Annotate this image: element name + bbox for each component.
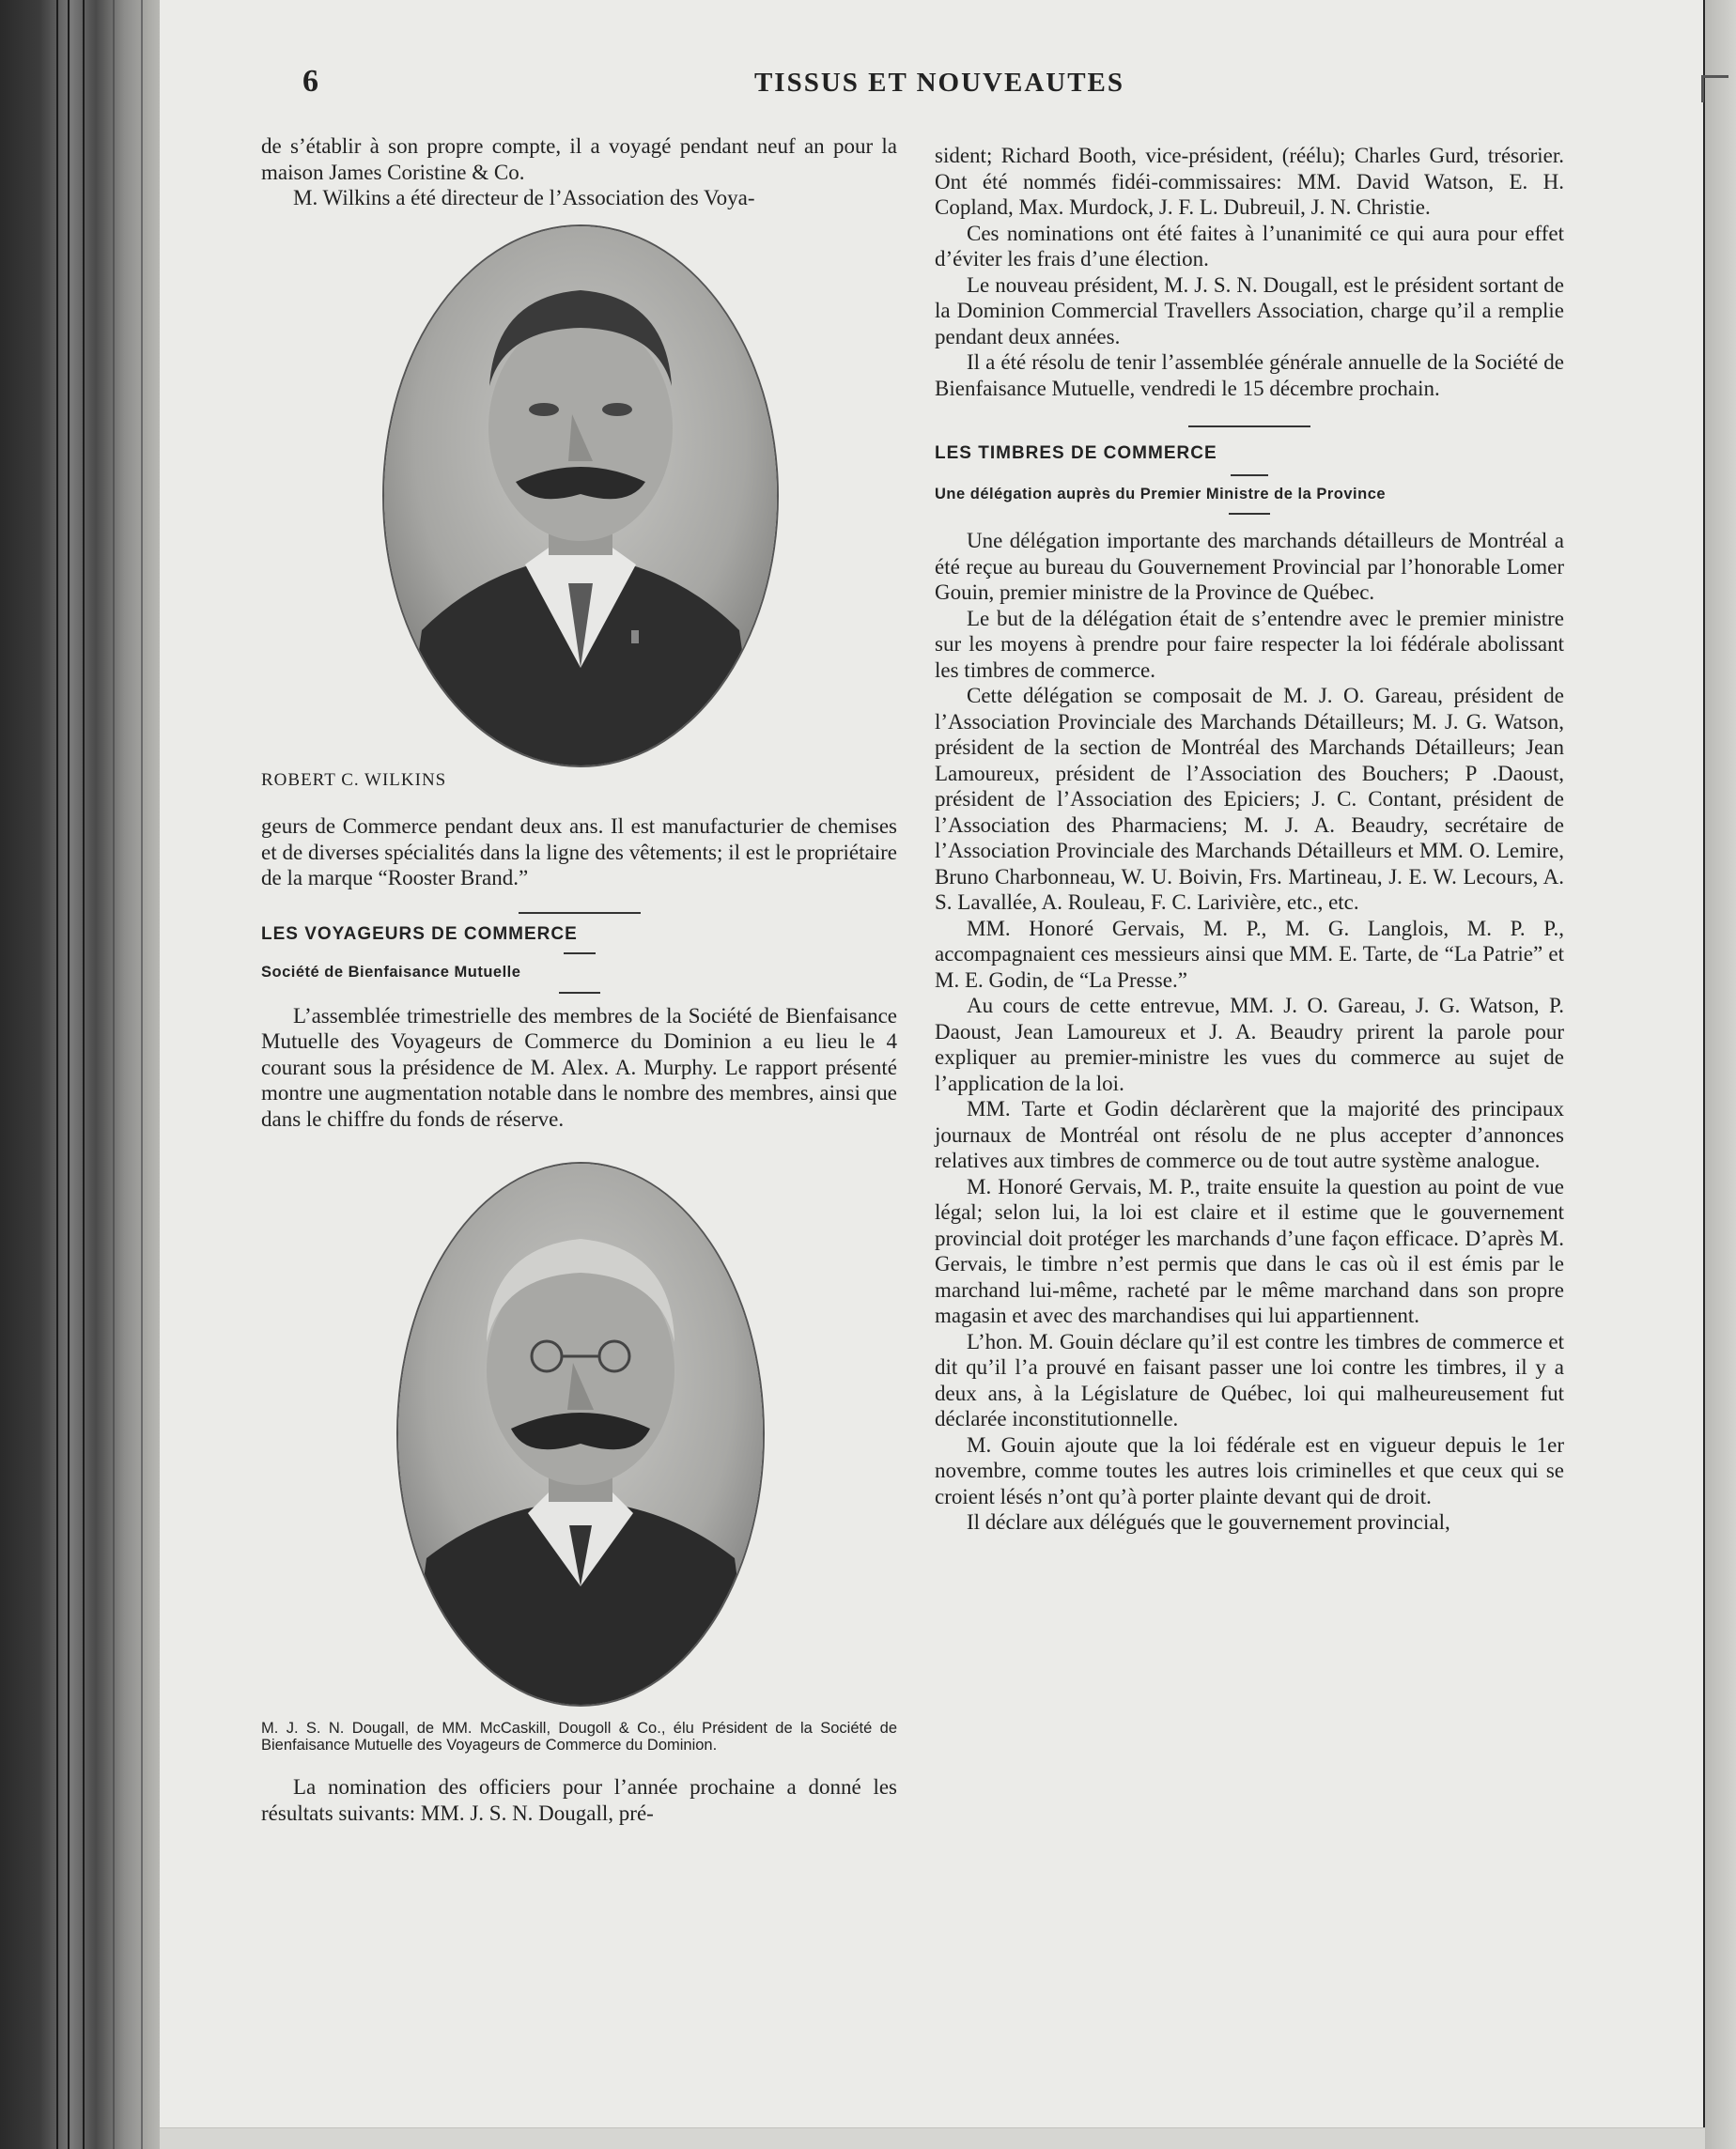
paragraph: Le nouveau président, M. J. S. N. Dougall, est le président sortant de la Dominion Commercial Travellers Association, charge qu’il a remplie pendant deux années. [935,272,1564,348]
section-title: LES VOYAGEURS DE COMMERCE [261,923,578,944]
paragraph: MM. Tarte et Godin déclarèrent que la majorité des principaux journaux de Montréal ont résolu de ne plus accepter d’annonces relatives aux timbres de commerce ou de tout autre système analogue. [935,1097,1564,1172]
paragraph: de s’établir à son propre compte, il a voyagé pendant neuf an pour la maison James Coristine & Co. [261,134,897,184]
divider [559,992,600,994]
paragraph: M. Wilkins a été directeur de l’Association des Voya- [293,186,755,209]
paragraph: La nomination des officiers pour l’année prochaine a donné les résultats suivants: MM. J. S. N. Dougall, pré- [261,1775,897,1825]
right-column [935,143,1564,1536]
divider [1229,513,1270,515]
paragraph: Il déclare aux délégués que le gouvernement provincial, [967,1510,1450,1534]
paragraph: M. Honoré Gervais, M. P., traite ensuite la question au point de vue légal; selon lui, la loi est claire et il estime que le gouvernement provincial doit protéger les marchands d’une façon efficace. D’après M. Gervais, le timbre n’est permis que dans le cas où il est émis par le marchand lui-même, racheté par le même marchand dans son propre magasin et avec des marchandises qui lui appartiennent. [935,1174,1564,1327]
paragraph: Cette délégation se composait de M. J. O. Gareau, président de l’Association Provinciale des Marchands Détailleurs; M. J. G. Watson, président de la section de Montréal des Marchands Détailleurs; Jean Lamoureux, président de l’Association des Bouchers; P .Daoust, président de l’Association des Epiciers; J. C. Contant, président de l’Association des Pharmaciens; M. J. A. Beaudry, secrétaire de l’Association Provinciale des Marchands Détailleurs et MM. O. Lemire, Bruno Charbonneau, W. U. Boivin, Frs. Martineau, J. E. W. Lecours, A. S. Lavallée, A. Rouleau, F. C. Larivière, etc., etc. [935,684,1564,914]
divider [564,952,596,954]
portrait-image [398,1164,763,1705]
section-title: LES TIMBRES DE COMMERCE [935,443,1217,463]
section-subtitle: Une délégation auprès du Premier Ministre de la Province [935,485,1387,502]
paragraph: Au cours de cette entrevue, MM. J. O. Gareau, J. G. Watson, P. Daoust, Jean Lamoureux et J. A. Beaudry prirent la parole pour expliquer au premier-ministre les vues du commerce au sujet de l’application de la loi. [935,994,1564,1095]
page-edge [1705,0,1736,2149]
divider [1188,425,1310,427]
page-bottom-edge [160,2127,1705,2149]
left-column [261,133,897,1826]
section-subtitle: Société de Bienfaisance Mutuelle [261,964,521,981]
divider [519,912,641,914]
paragraph: Ces nominations ont été faites à l’unanimité ce qui aura pour effet d’éviter les frais d’une élection. [935,221,1564,271]
book-binding [0,0,160,2149]
paragraph: L’assemblée trimestrielle des membres de la Société de Bienfaisance Mutuelle des Voyageurs de Commerce du Dominion a eu lieu le 4 courant sous la présidence de M. Alex. A. Murphy. Le rapport présenté montre une augmentation notable dans le nombre des membres, ainsi que dans le chiffre du fonds de réserve. [261,1003,897,1131]
paragraph: M. Gouin ajoute que la loi fédérale est en vigueur depuis le 1er novembre, comme toutes les autres lois criminelles et que ceux qui se croient lésés n’ont qu’à porter plainte devant qui de droit. [935,1432,1564,1508]
portrait-caption: M. J. S. N. Dougall, de MM. McCaskill, Dougoll & Co., élu Président de la Société de Bienfaisance Mutuelle des Voyageurs de Commerce du Dominion. [261,1720,897,1754]
paragraph: L’hon. M. Gouin déclare qu’il est contre les timbres de commerce et dit qu’il l’a prouvé en faisant passer une loi contre les timbres, il y a deux ans, à la Législature de Québec, loi qui malheureusement fut déclarée inconstitutionnelle. [935,1329,1564,1430]
paragraph: geurs de Commerce pendant deux ans. Il est manufacturier de chemises et de diverses spécialités dans la ligne des vêtements; il est le propriétaire de la marque “Rooster Brand.” [261,814,897,889]
paragraph: sident; Richard Booth, vice-président, (réélu); Charles Gurd, trésorier. Ont été nommés fidéi-commissaires: MM. David Watson, E. H. Copland, Max. Murdock, J. F. L. Dubreuil, J. N. Christie. [935,144,1564,219]
portrait-robert-wilkins [382,224,777,767]
portrait-image [384,226,777,765]
page-header-title: TISSUS ET NOUVEAUTES [753,68,1125,98]
page-number: 6 [302,64,318,99]
portrait-jsn-dougall [396,1162,763,1707]
paragraph: Le but de la délégation était de s’entendre avec le premier ministre sur les moyens à prendre pour faire respecter la loi fédérale abolissant les timbres de commerce. [935,606,1564,682]
portrait-caption: ROBERT C. WILKINS [261,769,447,790]
paragraph: Une délégation importante des marchands détailleurs de Montréal a été reçue au bureau du Gouvernement Provincial par l’honorable Lomer Gouin, premier ministre de la Province de Québec. [935,529,1564,604]
paragraph: Il a été résolu de tenir l’assemblée générale annuelle de la Société de Bienfaisance Mutuelle, vendredi le 15 décembre prochain. [935,350,1564,400]
paragraph: MM. Honoré Gervais, M. P., M. G. Langlois, M. P. P., accompagnaient ces messieurs ainsi que MM. E. Tarte, de “La Patrie” et M. E. Godin, de “La Presse.” [935,916,1564,992]
divider [1231,474,1268,476]
